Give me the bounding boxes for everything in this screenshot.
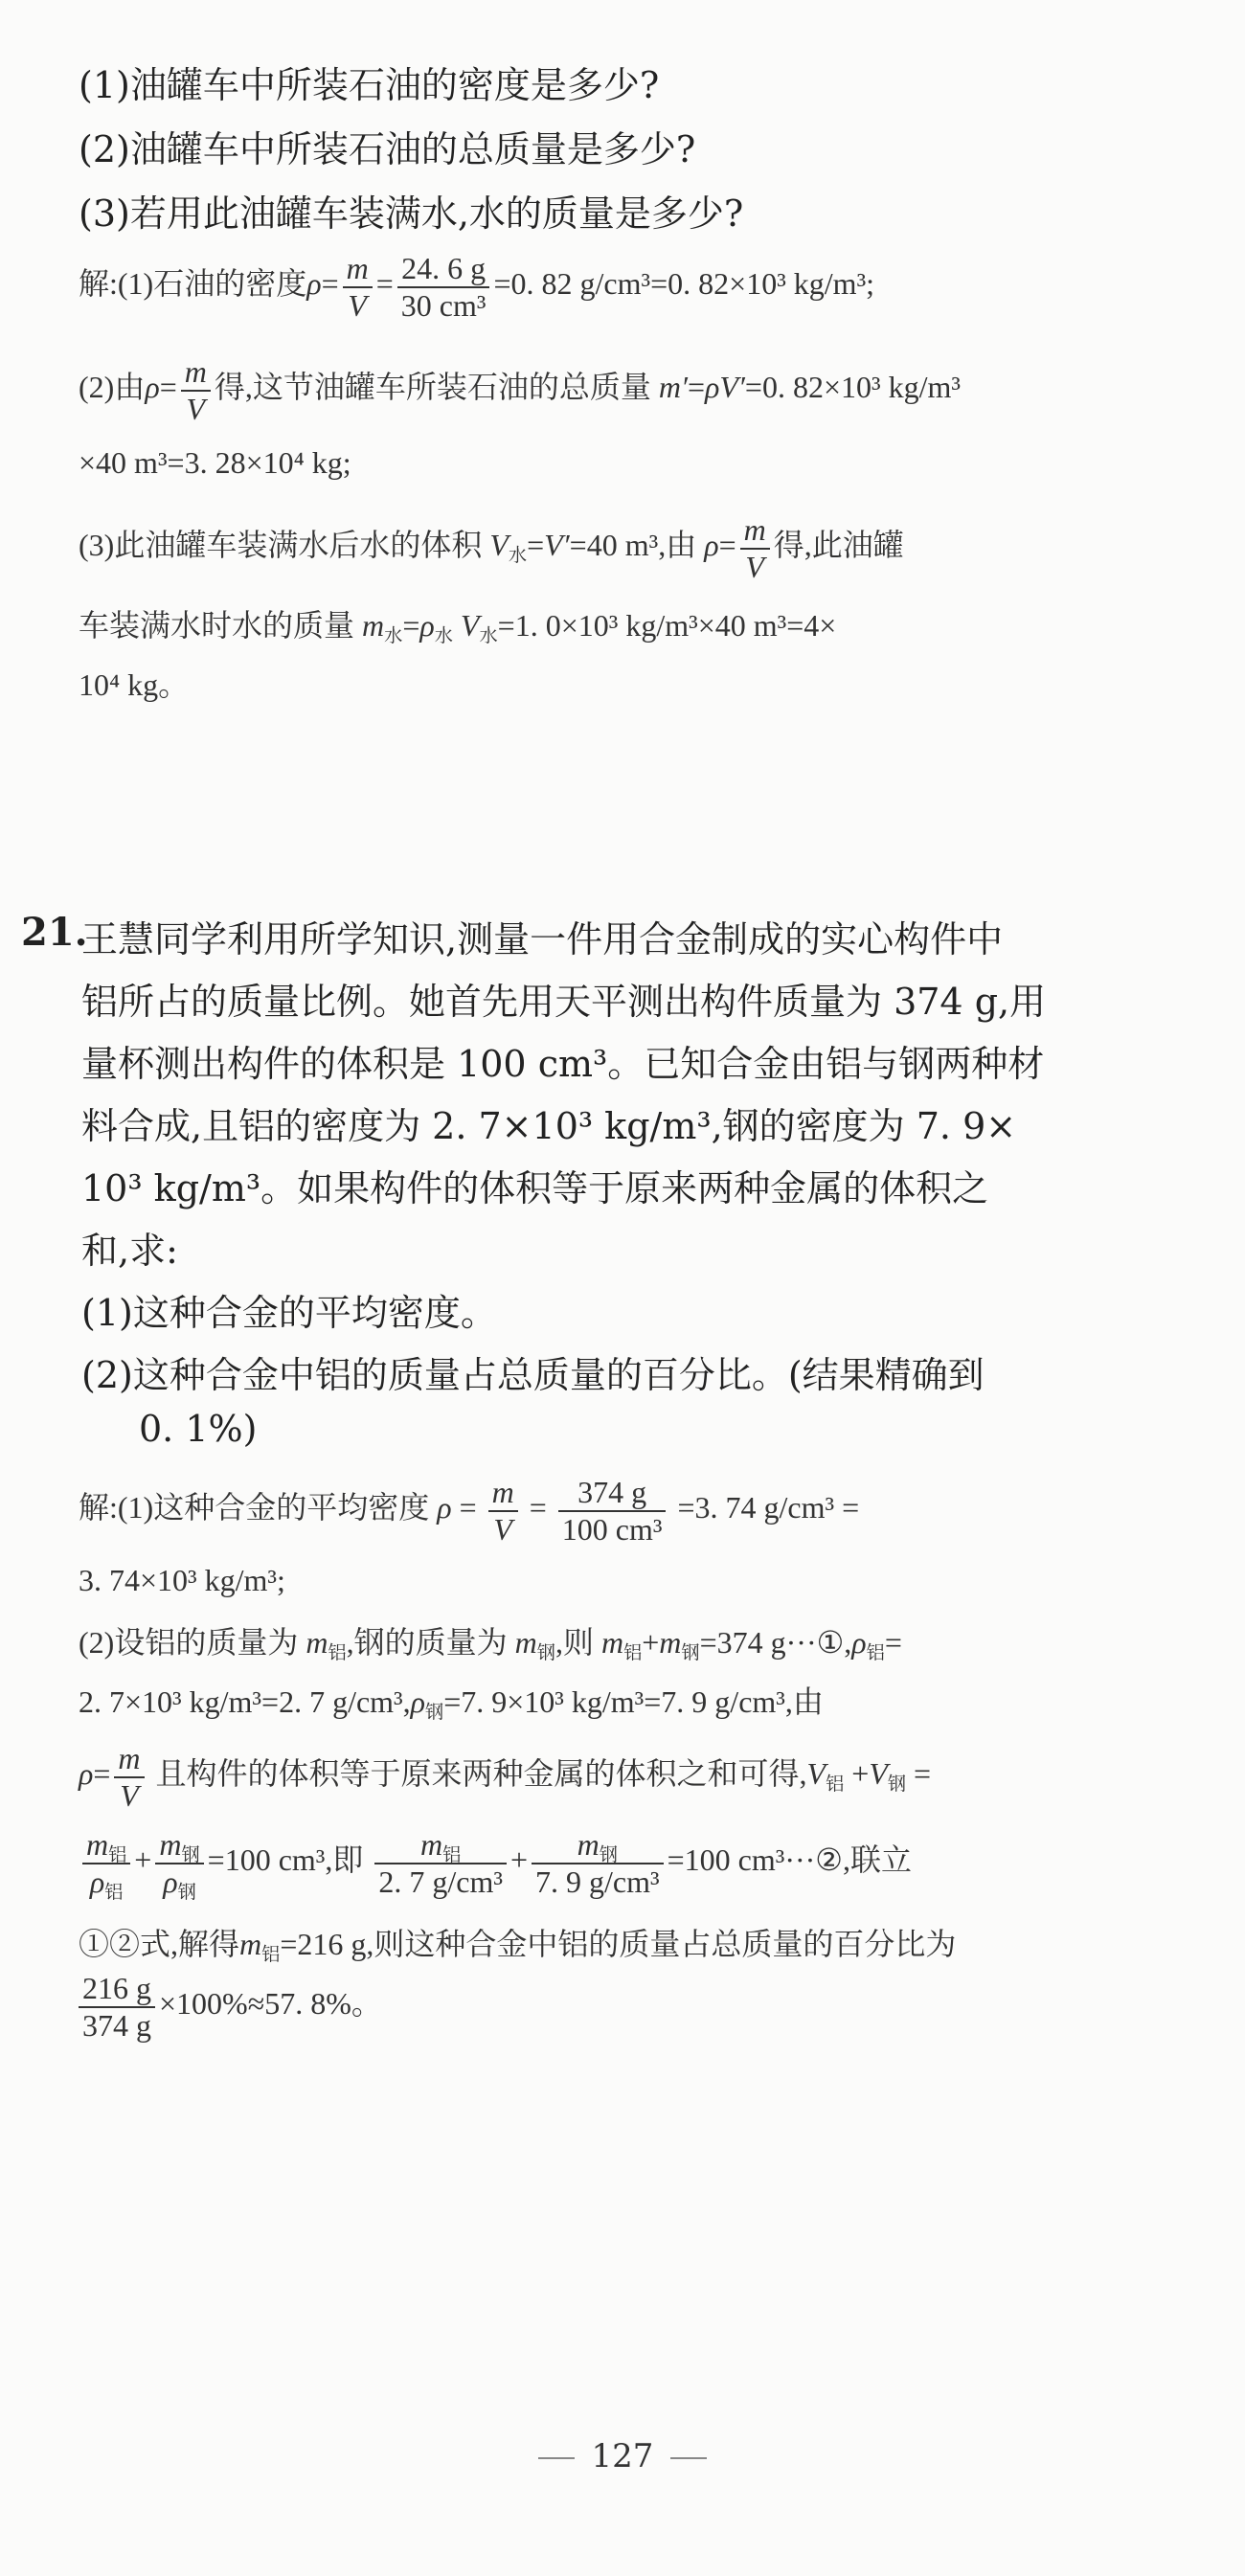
q21-solution-f: $\frac{m_铝}{\rho_铝}$ + $\frac{m_钢}{\rho_钢}$ =100 cm³,即 $\frac{m_铝}{\text{2. 7 g/cm³}}$ + $\frac{m_钢}{\text{7. 9 g/cm³}}$ =100 cm³···②,联立 xyxy=(79,1827,912,1900)
q21-line-1: 王慧同学利用所学知识,测量一件用合金制成的实心构件中 xyxy=(81,918,1004,960)
prev-question-3: (3)若用此油罐车装满水,水的质量是多少? xyxy=(79,192,744,235)
question-number: 21. xyxy=(21,910,88,955)
q21-line-6: 和,求: xyxy=(81,1230,178,1272)
prev-solution-3a: (3)此油罐车装满水后水的体积 $V_水=V'=40$ m³,由 ρ= $\frac{m}{V}$ 得,此油罐 xyxy=(79,512,904,584)
prev-solution-2a: (2)由ρ= $\frac{m}{V}$ 得,这节油罐车所装石油的总质量 m′=ρV′=0. 82×10³ kg/m³ xyxy=(79,354,961,426)
prev-question-1: (1)油罐车中所装石油的密度是多少? xyxy=(79,64,660,106)
q21-solution-d: 2. 7×10³ kg/m³=2. 7 $g/cm^3,\rho_钢=7$. 9×10³ kg/m³=7. 9 g/cm³,由 xyxy=(79,1684,824,1723)
page-number: 127 xyxy=(591,2437,654,2475)
footer-dash-left xyxy=(538,2457,575,2459)
q21-line-5: 10³ kg/m³。如果构件的体积等于原来两种金属的体积之 xyxy=(81,1167,989,1209)
q21-sub-2: (2)这种合金中铝的质量占总质量的百分比。(结果精确到 xyxy=(81,1354,985,1396)
q21-solution-c: (2)设铝的质量为 $m_铝$,钢的质量为 $m_钢$,则 $m_铝+m_钢=374$ $g\cdot\cdot\cdot ①,\rho_铝=$ xyxy=(79,1625,902,1663)
q21-line-2: 铝所占的质量比例。她首先用天平测出构件质量为 374 g,用 xyxy=(81,981,1047,1023)
q21-sub-1: (1)这种合金的平均密度。 xyxy=(81,1292,497,1334)
prev-solution-2b: ×40 m³=3. 28×10⁴ kg; xyxy=(79,445,351,480)
q21-solution-b: 3. 74×10³ kg/m³; xyxy=(79,1563,285,1597)
q21-solution-g: ①②式,解得$m_铝=216$ g,则这种合金中铝的质量占总质量的百分比为 xyxy=(79,1927,957,1965)
prev-question-2: (2)油罐车中所装石油的总质量是多少? xyxy=(79,128,696,170)
prev-solution-1: 解:(1)石油的密度ρ= $\frac{m}{V}$ = $\frac{24. 6 g}{\text{30 cm³}}$ =0. 82 g/cm³=0. 82×10³ kg/m³; xyxy=(79,251,875,323)
footer-dash-right xyxy=(670,2457,707,2459)
q21-line-4: 料合成,且铝的密度为 2. 7×10³ kg/m³,钢的密度为 7. 9× xyxy=(81,1105,1017,1147)
q21-solution-a: 解:(1)这种合金的平均密度 ρ = $\frac{m}{V}$ = $\frac{374 g}{\text{100 cm³}}$ =3. 74 g/cm³ = xyxy=(79,1475,860,1547)
page-footer xyxy=(0,2437,1245,2475)
q21-sub-2-cont: 0. 1%) xyxy=(139,1408,258,1450)
prev-solution-3c: 10⁴ kg。 xyxy=(79,667,190,702)
q21-solution-e: ρ= $\frac{m}{V}$ 且构件的体积等于原来两种金属的体积之和可得$,V_铝 +V_钢$ = xyxy=(79,1741,932,1813)
prev-solution-3b: 车装满水时水的质量 $m_水=\rho_水$ $V_水=1$. 0×10³ kg/m³×40 m³=4× xyxy=(79,608,837,646)
q21-solution-h: $\frac{216 g}{374 g}$ ×100%≈57. 8%。 xyxy=(79,1971,382,2044)
q21-line-3: 量杯测出构件的体积是 100 cm³。已知合金由铝与钢两种材 xyxy=(81,1043,1045,1085)
